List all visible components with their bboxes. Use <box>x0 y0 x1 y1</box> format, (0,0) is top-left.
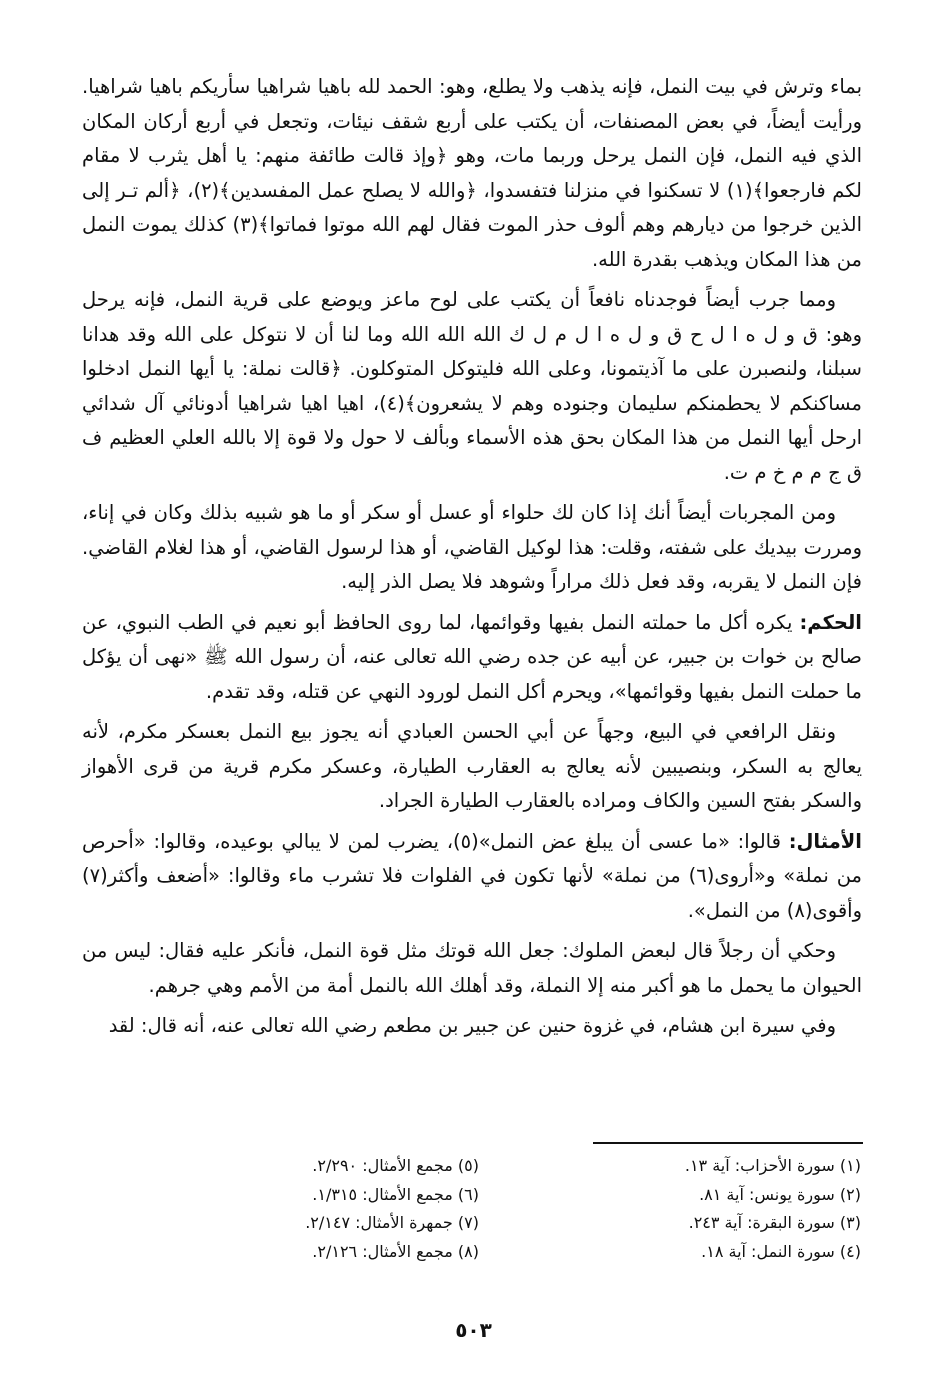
page-number: ٥٠٣ <box>455 1318 492 1342</box>
paragraph-2: ومما جرب أيضاً فوجدناه نافعاً أن يكتب على لوح ماعز ويوضع على قرية النمل، فإنه يرحل وهو: ق و ل ه ا ل ح ق و ل ه ا ل م ل ك الله الله الله وما لنا أن لا نتوكل على الله وقد هدانا سبلنا، ولنصبرن على ما آذيتمونا، وعلى الله فليتوكل المتوكلون. ﴿قالت نملة: يا أيها النمل ادخلوا مساكنكم لا يحطمنكم سليمان وجنوده وهم لا يشعرون﴾(٤)، اهيا اهيا شراهيا أدونائي آل شدائي ارحل أيها النمل من هذا المكان بحق هذه الأسماء وبألف لا حول ولا قوة إلا بالله العلي العظيم ف ق ج م م خ م ت. <box>82 288 862 484</box>
footnote-4: (٤) سورة النمل: آية ١٨. <box>701 1241 861 1261</box>
paragraph-3: ومن المجربات أيضاً أنك إذا كان لك حلواء أو عسل أو سكر أو ما هو شبيه بذلك وكان في إناء، ومررت بيديك على شفته، وقلت: هذا لوكيل القاضي، أو هذا لرسول القاضي، أو هذا لغلام القاضي. فإن النمل لا يقربه، وقد فعل ذلك مراراً وشوهد فلا يصل الذر إليه. <box>82 501 862 593</box>
paragraph-4-text: يكره أكل ما حملته النمل بفيها وقوائمها، لما روى الحافظ أبو نعيم في الطب النبوي، عن صالح بن خوات بن جبير، عن أبيه عن جده رضي الله تعالى عنه، أن رسول الله ﷺ «نهى أن يؤكل ما حملت النمل بفيها وقوائمها»، ويحرم أكل النمل لورود النهي عن قتله، وقد تقدم. <box>82 610 862 703</box>
paragraph-1: بماء وترش في بيت النمل، فإنه يذهب ولا يطلع، وهو: الحمد لله باهيا شراهيا سأريكم باهيا شراهيا. ورأيت أيضاً، في بعض المصنفات، أن يكتب على أربع شقف نيئات، وتجعل في أربع أركان المكان الذي فيه النمل، فإن النمل يرحل وربما مات، وهو ﴿وإذ قالت طائفة منهم: يا أهل يثرب لا مقام لكم فارجعوا﴾(١) لا تسكنوا في منزلنا فتفسدوا، ﴿والله لا يصلح عمل المفسدين﴾(٢)، ﴿ألم تـر إلى الذين خرجوا من ديارهم وهم ألوف حذر الموت فقال لهم الله موتوا فماتوا﴾(٣) كذلك يموت النمل من هذا المكان ويذهب بقدرة الله. <box>82 75 862 271</box>
footnote-2: (٢) سورة يونس: آية ٨١. <box>699 1184 861 1204</box>
footnote-8: (٨) مجمع الأمثال: ٢/١٢٦. <box>312 1241 479 1261</box>
paragraph-8: وفي سيرة ابن هشام، في غزوة حنين عن جبير بن مطعم رضي الله تعالى عنه، أنه قال: لقد <box>108 1014 836 1037</box>
footnotes-right-column <box>561 1152 861 1266</box>
footnote-5: (٥) مجمع الأمثال: ٢/٢٩٠. <box>312 1156 479 1175</box>
footnote-divider <box>593 1142 863 1144</box>
footnote-7: (٧) جمهرة الأمثال: ٢/١٤٧. <box>305 1213 479 1232</box>
page-body <box>82 70 862 1050</box>
paragraph-6 <box>82 825 862 929</box>
paragraph-4 <box>82 606 862 710</box>
paragraph-7: وحكي أن رجلاً قال لبعض الملوك: جعل الله قوتك مثل قوة النمل، فأنكر عليه فقال: ليس من الحيوان ما يحمل ما هو أكبر منه إلا النملة، وقد أهلك الله بالنمل أمة من الأمم وهي جرهم. <box>82 939 862 997</box>
section-lead-amthal: الأمثال: <box>788 829 862 853</box>
section-lead-hukm: الحكم: <box>799 610 862 634</box>
paragraph-5: ونقل الرافعي في البيع، وجهاً عن أبي الحسن العبادي أنه يجوز بيع النمل بعسكر مكرم، لأنه يعالج به السكر، وبنصيبين لأنه يعالج به العقارب الطيارة، وعسكر مكرم قرية من قرى الأهواز والسكر بفتح السين والكاف ومراده بالعقارب الطيارة الجراد. <box>82 720 862 812</box>
footnotes-left-column <box>179 1152 479 1266</box>
footnote-6: (٦) مجمع الأمثال: ١/٣١٥. <box>312 1184 479 1204</box>
footnote-1: (١) سورة الأحزاب: آية ١٣. <box>684 1156 861 1175</box>
footnote-3: (٣) سورة البقرة: آية ٢٤٣. <box>688 1213 861 1232</box>
paragraph-6-text: قالوا: «ما عسى أن يبلغ عض النمل»(٥)، يضرب لمن لا يبالي بوعيده، وقالوا: «أحرص من نملة» و«أروى(٦) من نملة» لأنها تكون في الفلوات فلا تشرب ماء وقالوا: «أضعف وأكثر(٧) وأقوى(٨) من النمل». <box>82 829 862 922</box>
